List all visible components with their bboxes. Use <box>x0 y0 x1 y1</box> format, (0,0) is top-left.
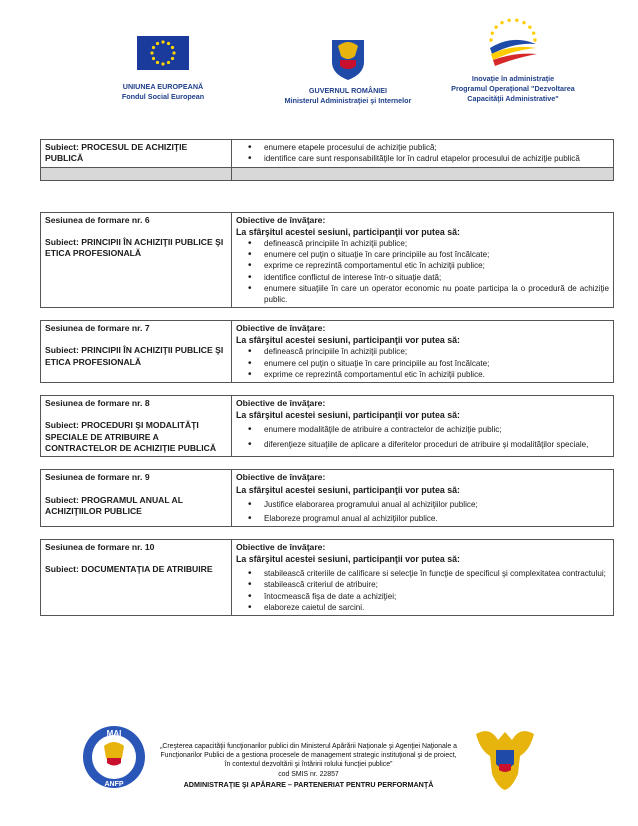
ino-star <box>528 25 531 28</box>
eu-star <box>171 57 174 60</box>
gov-line-1: GUVERNUL ROMÂNIEI <box>308 86 388 95</box>
session-subject: Subiect: DOCUMENTAŢIA DE ATRIBUIRE <box>45 564 213 575</box>
objectives-title: Obiective de învăţare: <box>236 398 326 409</box>
eu-line-2: Fondul Social European <box>121 92 205 101</box>
ino-star <box>522 21 525 24</box>
objectives-intro: La sfârşitul acestei sesiuni, participanţii vor putea să: <box>236 410 460 421</box>
session-subject: Subiect: PRINCIPII ÎN ACHIZIŢII PUBLICE ŞI ETICA PROFESIONALĂ <box>45 236 224 259</box>
objectives-title: Obiective de învăţare: <box>236 472 326 483</box>
eu-star <box>152 57 155 60</box>
objectives-list <box>236 499 609 524</box>
objectives-intro: La sfârşitul acestei sesiuni, participanţii vor putea să: <box>236 554 460 565</box>
gov-block <box>268 36 428 106</box>
list-item: • identifice care sunt responsabilităţile lor în cadrul etapelor procesului de achiziţie publică <box>264 153 609 164</box>
list-item: • enumere etapele procesului de achiziţie publică; <box>264 142 609 153</box>
objectives-title: Obiective de învăţare: <box>236 541 326 552</box>
objectives-list <box>236 568 609 613</box>
list-item: • definească principiile în achiziţii publice; <box>264 238 609 249</box>
list-item: • Justifice elaborarea programului anual al achiziţiilor publice; <box>264 499 609 510</box>
intro-block <box>40 139 614 181</box>
eu-flag-icon <box>137 36 189 70</box>
objectives-intro: La sfârşitul acestei sesiuni, participanţii vor putea să: <box>236 226 460 237</box>
session-subject: Subiect: PROCEDURI ŞI MODALITĂŢI SPECIALE DE ATRIBUIRE A CONTRACTELOR DE ACHIZIŢIE PUBLICĂ <box>45 420 217 453</box>
list-item: • enumere cel puţin o situaţie în care principiile au fost încălcate; <box>264 358 609 369</box>
mapn-coat-of-arms-icon <box>470 726 540 792</box>
ino-star <box>533 38 536 41</box>
list-item: • definească principiile în achiziţii publice; <box>264 346 609 357</box>
objectives-intro: La sfârşitul acestei sesiuni, participanţii vor putea să: <box>236 484 460 495</box>
inovatie-logo-icon <box>478 14 548 70</box>
ino-star <box>489 38 492 41</box>
session-6-block <box>40 212 614 309</box>
objectives-list <box>236 424 609 449</box>
eu-star <box>156 42 159 45</box>
list-item: • diferenţieze situaţiile de aplicare a diferitelor proceduri de atribuire şi modalităţilor speciale, <box>264 439 609 450</box>
list-item: • Elaboreze programul anual al achiziţiilor publice. <box>264 513 609 524</box>
list-item: • enumere modalităţile de atribuire a contractelor de achiziţie public; <box>264 424 609 435</box>
romania-coat-of-arms-icon <box>329 36 367 82</box>
footer-line-4: cod SMIS nr. 22857 <box>278 770 339 778</box>
session-7-header <box>41 321 232 383</box>
mai-top-label: MAI <box>106 729 122 738</box>
intro-subject: Subiect: PROCESUL DE ACHIZIŢIE PUBLICĂ <box>41 140 232 168</box>
ino-line-3: Capacităţii Administrative" <box>467 94 559 103</box>
footer-line-5: ADMINISTRAŢIE ŞI APĂRARE – PARTENERIAT PENTRU PERFORMANŢĂ <box>183 779 434 789</box>
session-subject: Subiect: PRINCIPII ÎN ACHIZIŢII PUBLICE ŞI ETICA PROFESIONALĂ <box>45 345 224 367</box>
ino-star <box>515 19 518 22</box>
objectives-title: Obiective de învăţare: <box>236 214 326 225</box>
eu-star <box>152 46 155 49</box>
list-item: • exprime ce reprezintă comportamentul etic în achiziţii publice. <box>264 369 609 380</box>
eu-star <box>167 61 170 64</box>
ino-star <box>500 21 503 24</box>
list-item: • stabilească criteriul de atribuire; <box>264 579 609 590</box>
document-header <box>0 0 638 130</box>
sessions-list <box>40 139 609 616</box>
footer-line-3: în contextul dezvoltării şi întăririi rolului funcţiei publice” <box>224 761 393 769</box>
gov-line-2: Ministerul Administraţiei şi Internelor <box>284 96 412 105</box>
list-item: • întocmească fişa de date a achiziţiei; <box>264 591 609 602</box>
list-item: • enumere situaţiile în care un operator economic nu poate participa la o procedură de achiziţie public. <box>264 283 609 305</box>
eu-star <box>171 46 174 49</box>
mai-bottom-label: ANFP <box>104 781 124 788</box>
list-item: • identifice conflictul de interese într-o situaţie dată; <box>264 272 609 283</box>
list-item: • elaboreze caietul de sarcini. <box>264 602 609 613</box>
objectives-list <box>236 238 609 305</box>
session-8-header <box>41 396 232 457</box>
session-8-block <box>40 395 614 457</box>
mai-anfp-logo-icon <box>80 724 148 790</box>
ino-star <box>532 31 535 34</box>
eu-block <box>98 36 228 102</box>
document-footer <box>0 724 638 824</box>
footer-line-1: „Creşterea capacităţii funcţionarilor publici din Ministerul Apărării Naţionale şi Agenţiei Naţionale a <box>160 743 457 750</box>
session-6-objectives <box>232 212 614 308</box>
objectives-intro: La sfârşitul acestei sesiuni, participanţii vor putea să: <box>236 335 460 346</box>
session-9-block <box>40 469 614 527</box>
session-7-block <box>40 320 614 383</box>
eu-line-1: UNIUNEA EUROPEANĂ <box>122 82 204 91</box>
session-10-header <box>41 539 232 615</box>
eu-star <box>150 51 153 54</box>
ino-line-1: Inovaţie în administraţie <box>471 74 555 83</box>
footer-project-text <box>156 742 461 789</box>
footer-line-2: Funcţionarilor Publici de a gestiona procesele de management strategic instituţional şi de proiect, <box>160 752 457 760</box>
eu-star <box>156 61 159 64</box>
session-10-block <box>40 539 614 616</box>
list-item: • enumere cel puţin o situaţie în care principiile au fost încălcate; <box>264 249 609 260</box>
session-8-objectives <box>232 396 614 457</box>
list-item: • stabilească criteriile de calificare si selecţie în funcţie de specificul şi complexitatea contractului; <box>264 568 609 579</box>
eu-star <box>167 42 170 45</box>
session-7-objectives <box>232 321 614 383</box>
ino-star <box>507 19 510 22</box>
session-title: Sesiunea de formare nr. 10 <box>45 541 155 552</box>
ino-star <box>491 31 494 34</box>
list-item: • exprime ce reprezintă comportamentul etic în achiziţii publice; <box>264 260 609 271</box>
session-title: Sesiunea de formare nr. 8 <box>45 398 150 409</box>
intro-objectives <box>232 140 614 168</box>
objectives-title: Obiective de învăţare: <box>236 323 326 334</box>
session-6-header <box>41 212 232 308</box>
objectives-list <box>236 346 609 380</box>
eu-star <box>161 62 164 65</box>
eu-star <box>172 51 175 54</box>
session-title: Sesiunea de formare nr. 7 <box>45 323 150 334</box>
ino-line-2: Programul Operaţional "Dezvoltarea <box>451 84 575 93</box>
session-9-header <box>41 470 232 527</box>
ino-star <box>494 25 497 28</box>
session-subject: Subiect: PROGRAMUL ANUAL AL ACHIZIŢIILOR PUBLICE <box>45 494 183 516</box>
session-title: Sesiunea de formare nr. 6 <box>45 214 150 225</box>
session-9-objectives <box>232 470 614 527</box>
session-10-objectives <box>232 539 614 615</box>
eu-star <box>161 40 164 43</box>
session-title: Sesiunea de formare nr. 9 <box>45 472 150 483</box>
inovatie-block <box>438 14 588 104</box>
intro-bullets <box>236 142 609 164</box>
